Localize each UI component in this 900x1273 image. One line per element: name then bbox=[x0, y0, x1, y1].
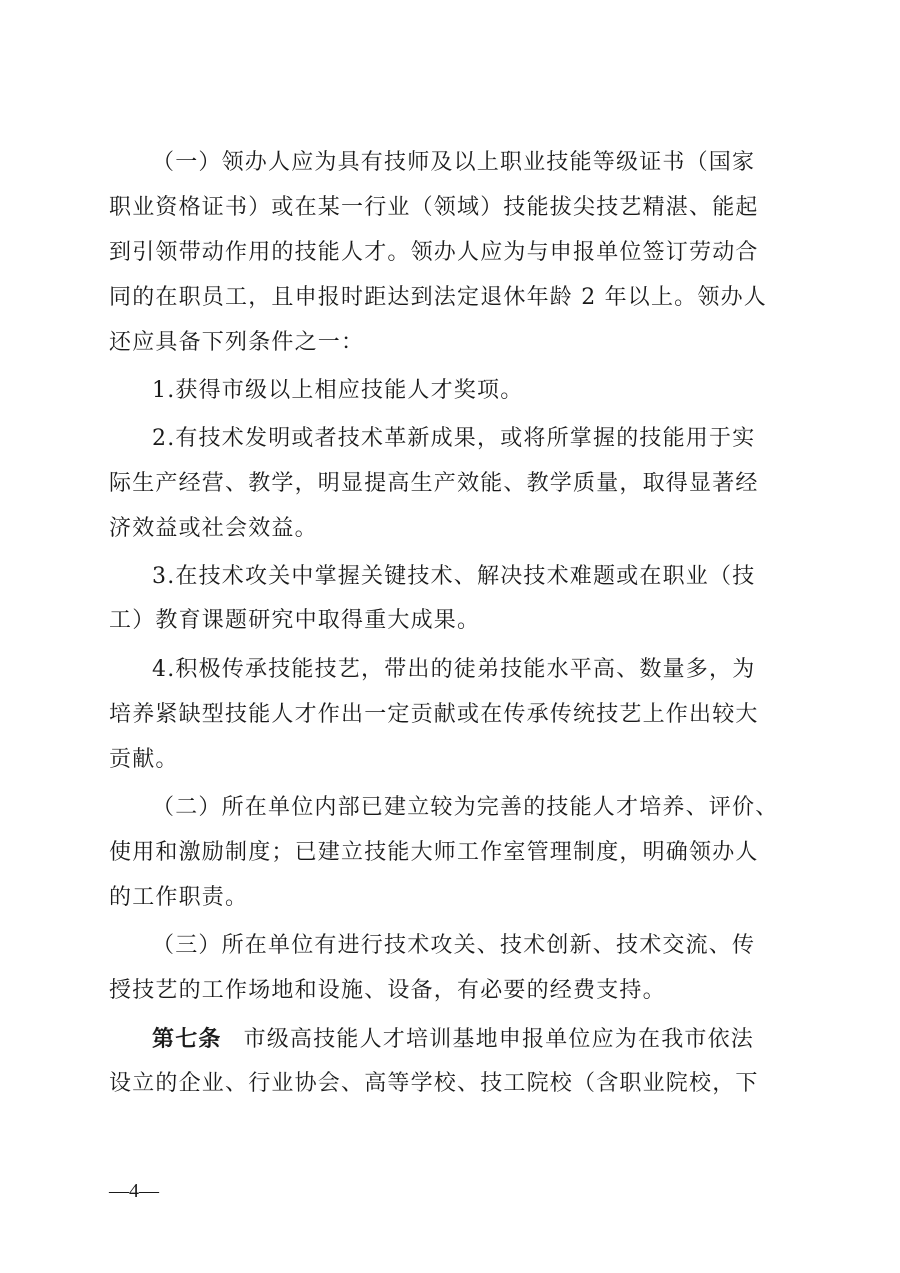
paragraph-1-line-5: 还应具备下列条件之一： bbox=[109, 330, 365, 355]
paragraph-1-line-2: 职业资格证书）或在某一行业（领域）技能拔尖技艺精湛、能起 bbox=[109, 195, 759, 220]
page-number: —4— bbox=[109, 1180, 159, 1202]
item-3-line-1: 3.在技术攻关中掌握关键技术、解决技术难题或在职业（技 bbox=[152, 564, 756, 589]
item-4-line-1: 4.积极传承技能技艺，带出的徒弟技能水平高、数量多，为 bbox=[152, 657, 756, 682]
article-7-text: 市级高技能人才培训基地申报单位应为在我市依法 bbox=[243, 1027, 755, 1052]
item-2-line-2: 际生产经营、教学，明显提高生产效能、教学质量，取得显著经 bbox=[109, 471, 759, 496]
paragraph-1-line-3: 到引领带动作用的技能人才。领办人应为与申报单位签订劳动合 bbox=[109, 240, 759, 265]
paragraph-2-line-2: 使用和激励制度；已建立技能大师工作室管理制度，明确领办人 bbox=[109, 840, 759, 865]
item-4-line-3: 贡献。 bbox=[109, 747, 179, 772]
article-7-line-2: 设立的企业、行业协会、高等学校、技工院校（含职业院校，下 bbox=[109, 1071, 759, 1096]
paragraph-2-line-3: 的工作职责。 bbox=[109, 885, 249, 910]
item-2-line-3: 济效益或社会效益。 bbox=[109, 516, 318, 541]
article-7-line-1 bbox=[152, 1024, 799, 1054]
item-4-line-2: 培养紧缺型技能人才作出一定贡献或在传承传统技艺上作出较大 bbox=[109, 702, 759, 727]
item-3-line-2: 工）教育课题研究中取得重大成果。 bbox=[109, 608, 481, 633]
paragraph-1-line-4: 同的在职员工，且申报时距达到法定退休年龄 2 年以上。领办人 bbox=[109, 285, 767, 310]
paragraph-2-line-1: （二）所在单位内部已建立较为完善的技能人才培养、评价、 bbox=[152, 795, 779, 820]
paragraph-3-line-2: 授技艺的工作场地和设施、设备，有必要的经费支持。 bbox=[109, 978, 666, 1003]
paragraph-3-line-1: （三）所在单位有进行技术攻关、技术创新、技术交流、传 bbox=[152, 933, 756, 958]
article-7-heading: 第七条 bbox=[152, 1026, 222, 1052]
paragraph-1-line-1: （一）领办人应为具有技师及以上职业技能等级证书（国家 bbox=[152, 150, 756, 175]
item-2-line-1: 2.有技术发明或者技术革新成果，或将所掌握的技能用于实 bbox=[152, 426, 756, 451]
item-1-line-1: 1.获得市级以上相应技能人才奖项。 bbox=[152, 378, 524, 403]
